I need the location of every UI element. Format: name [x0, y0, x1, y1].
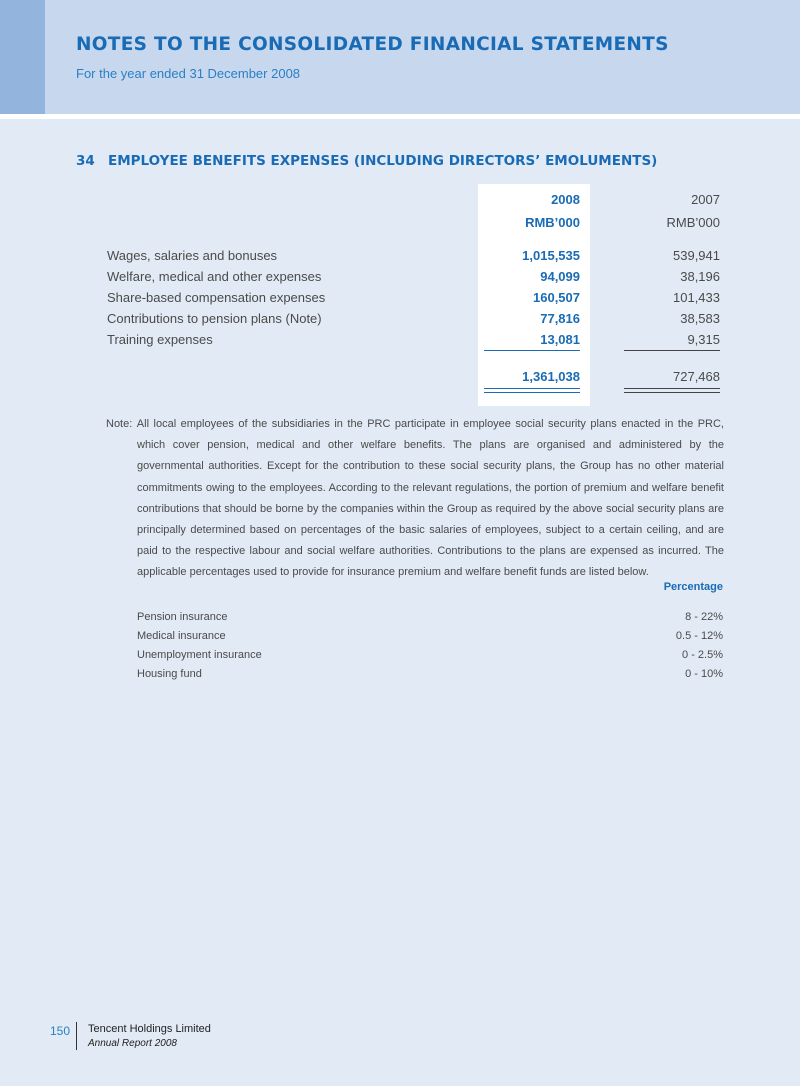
percentage-row-label: Unemployment insurance — [137, 649, 262, 661]
total-value-2008: 1,361,038 — [522, 369, 580, 384]
row-value-2007: 9,315 — [687, 332, 720, 347]
percentage-header: Percentage — [663, 581, 723, 593]
row-label: Welfare, medical and other expenses — [107, 269, 322, 284]
unit-header-2007: RMB’000 — [666, 215, 720, 230]
row-value-2008: 1,015,535 — [522, 248, 580, 263]
row-label: Share-based compensation expenses — [107, 290, 326, 305]
page-title: NOTES TO THE CONSOLIDATED FINANCIAL STATEMENTS — [76, 34, 669, 55]
header-tab — [0, 0, 45, 114]
total-double-line-2008-bottom — [484, 392, 580, 393]
row-value-2007: 38,583 — [680, 311, 720, 326]
total-double-line-2007-top — [624, 388, 720, 389]
row-value-2008: 160,507 — [533, 290, 580, 305]
total-double-line-2007-bottom — [624, 392, 720, 393]
percentage-row-value: 0.5 - 12% — [675, 630, 723, 642]
col-header-2008: 2008 — [551, 192, 580, 207]
page-number: 150 — [50, 1024, 71, 1038]
subtotal-line-2008 — [484, 350, 580, 351]
row-value-2008: 77,816 — [540, 311, 580, 326]
percentage-row-value: 8 - 22% — [685, 611, 723, 623]
section-heading — [76, 153, 657, 169]
percentage-row-label: Housing fund — [137, 668, 202, 680]
total-double-line-2008-top — [484, 388, 580, 389]
row-value-2008: 13,081 — [540, 332, 580, 347]
row-value-2008: 94,099 — [540, 269, 580, 284]
note-text: All local employees of the subsidiaries in the PRC participate in employee social security plans enacted in the PRC, which cover pension, medical and other welfare benefits. The plans are organised and administered by the governmental authorities. Except for the contribution to these social security plans, the Group has no other material commitments owing to the employees. According to the relevant regulations, the portion of premium and welfare benefit contributions that should be borne by the companies within the Group as required by the above social security plans are principally determined based on percentages of the basic salaries of employees, subject to a certain ceiling, and are paid to the respective labour and social welfare authorities. Contributions to the plans are expensed as incurred. The applicable percentages used to provide for insurance premium and welfare benefit funds are listed below. — [136, 418, 724, 579]
percentage-row-value: 0 - 2.5% — [682, 649, 723, 661]
footer-report: Annual Report 2008 — [88, 1038, 177, 1049]
percentage-row-label: Pension insurance — [137, 611, 228, 623]
subtotal-line-2007 — [624, 350, 720, 351]
row-label: Wages, salaries and bonuses — [107, 248, 278, 263]
row-value-2007: 101,433 — [673, 290, 720, 305]
row-label: Training expenses — [107, 332, 213, 347]
header-rule — [0, 114, 800, 119]
unit-header-2008: RMB’000 — [525, 215, 580, 230]
page-subtitle: For the year ended 31 December 2008 — [76, 66, 301, 81]
row-label: Contributions to pension plans (Note) — [107, 311, 322, 326]
note-paragraph — [106, 414, 724, 584]
total-value-2007: 727,468 — [673, 369, 720, 384]
page-header — [0, 0, 800, 114]
row-value-2007: 539,941 — [673, 248, 720, 263]
note-label: Note: — [106, 418, 133, 430]
row-value-2007: 38,196 — [680, 269, 720, 284]
footer-divider — [76, 1022, 77, 1050]
section-number: 34 — [76, 153, 95, 169]
footer-company: Tencent Holdings Limited — [88, 1023, 211, 1035]
section-title: EMPLOYEE BENEFITS EXPENSES (INCLUDING DIRECTORS’ EMOLUMENTS) — [108, 153, 658, 169]
percentage-row-value: 0 - 10% — [685, 668, 723, 680]
percentage-row-label: Medical insurance — [137, 630, 226, 642]
col-header-2007: 2007 — [691, 192, 720, 207]
